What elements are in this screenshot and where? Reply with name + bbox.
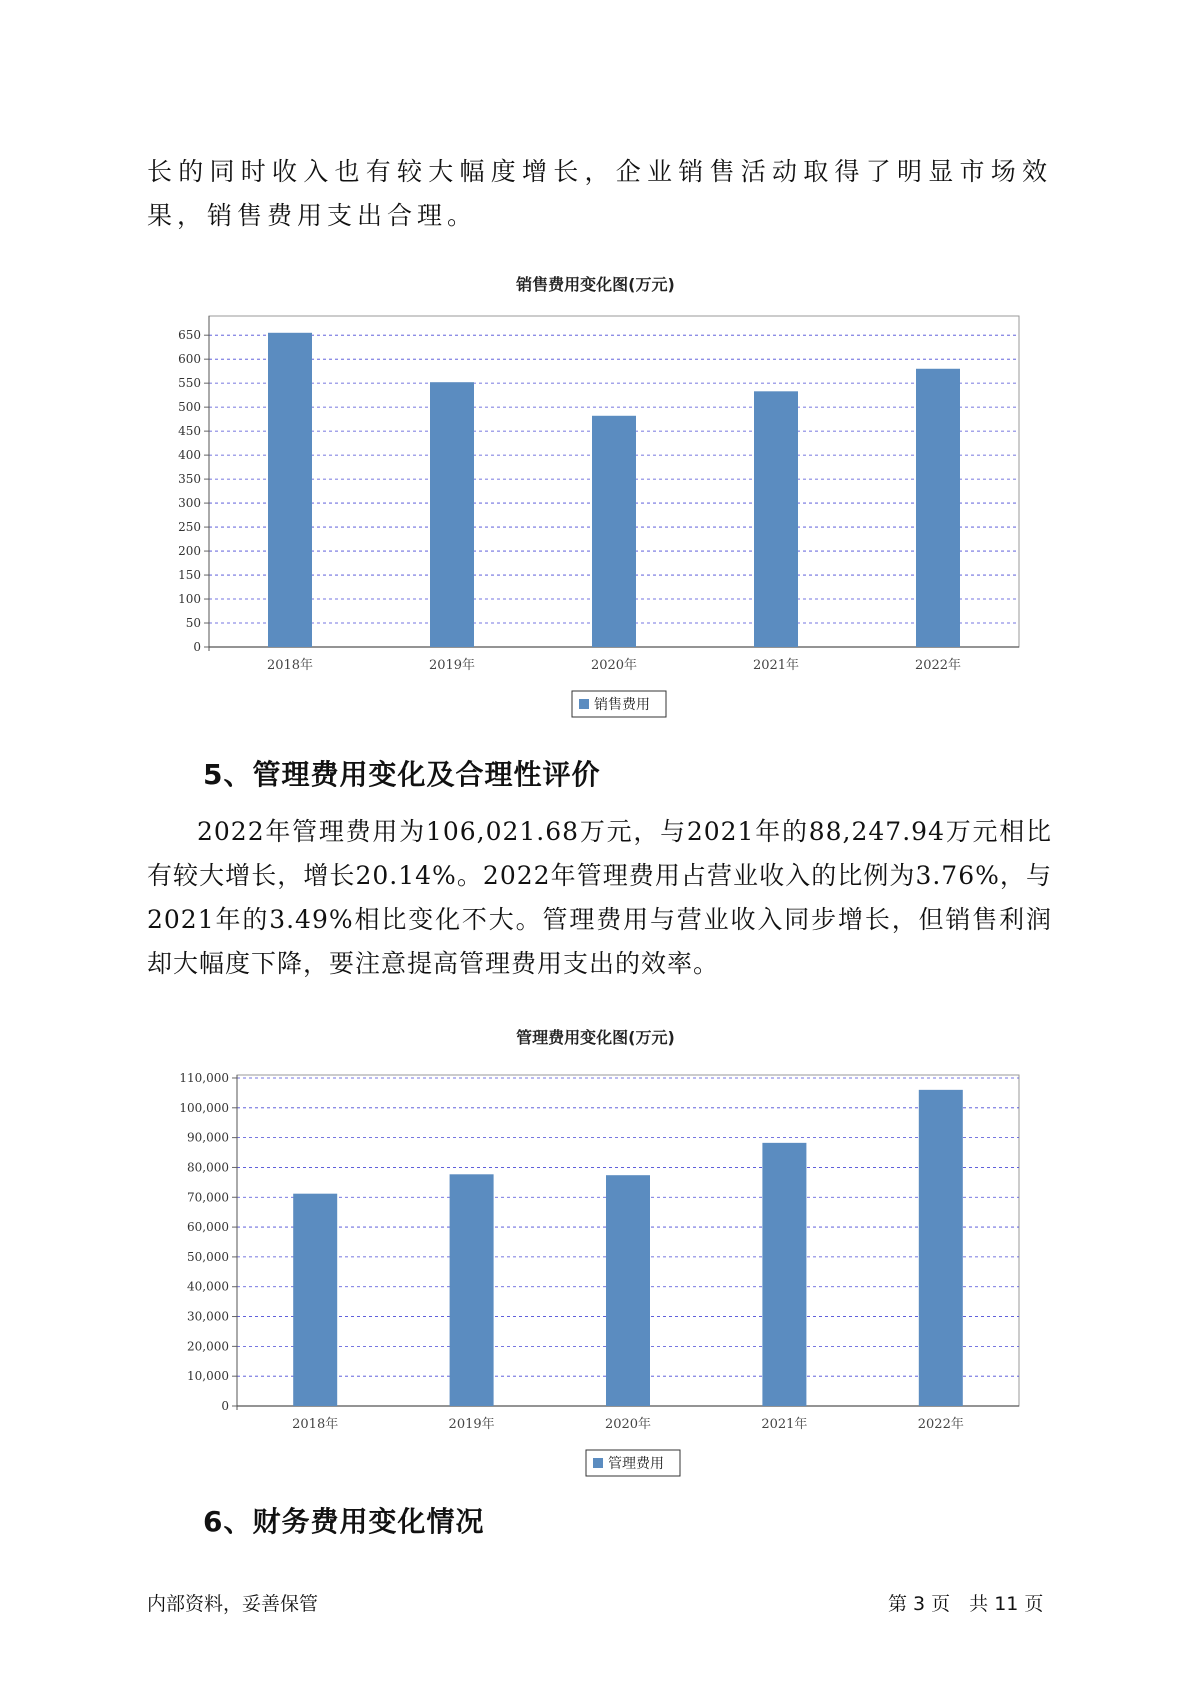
intro-paragraph: 长的同时收入也有较大幅度增长，企业销售活动取得了明显市场效果，销售费用支出合理。 [147,157,1052,230]
chart2-xtick-label: 2019年 [448,1417,495,1432]
chart2-ytick-label: 80,000 [187,1160,229,1175]
chart2-bar [606,1175,650,1406]
chart1-ytick-label: 550 [178,376,201,391]
chart1-xtick-label: 2018年 [266,658,314,673]
chart2-legend-label: 管理费用 [608,1456,664,1472]
chart1-ytick-label: 0 [193,640,201,654]
chart1-bar [754,391,798,647]
chart2-xtick-label: 2018年 [292,1417,339,1432]
chart1-xtick-label: 2022年 [914,658,962,673]
chart2-ytick-label: 70,000 [187,1190,229,1205]
chart2-xtick-label: 2020年 [604,1417,652,1432]
chart1-bar [430,382,474,647]
chart1-ytick-label: 600 [178,352,201,367]
chart2-ytick-label: 60,000 [187,1220,229,1235]
chart1-ytick-label: 100 [178,592,201,607]
chart2-ytick-label: 20,000 [187,1339,229,1354]
chart2-ytick-label: 100,000 [179,1100,229,1115]
sales-expense-chart [0,300,1191,740]
chart2-title: 管理费用变化图(万元) [516,1028,675,1047]
chart1-bar [916,369,960,647]
chart1-legend-label: 销售费用 [594,697,650,713]
section5-heading: 5、管理费用变化及合理性评价 [203,758,601,791]
chart2-bar [919,1090,963,1406]
chart1-xtick-label: 2021年 [752,658,800,673]
chart2-xtick-label: 2022年 [917,1417,964,1432]
chart1-ytick-label: 450 [178,424,201,439]
chart1-ytick-label: 500 [178,400,201,415]
chart2-ytick-label: 90,000 [187,1130,229,1145]
chart2-xtick-label: 2021年 [761,1417,808,1432]
chart1-ytick-label: 200 [178,544,201,559]
chart2-ytick-label: 50,000 [187,1249,229,1264]
chart2-ytick-label: 10,000 [187,1369,229,1384]
chart1-ytick-label: 650 [178,328,201,343]
chart1-ytick-label: 150 [178,568,201,583]
chart1-ytick-label: 50 [185,616,201,631]
section6-heading: 6、财务费用变化情况 [203,1505,485,1538]
chart1-bar [268,333,312,647]
chart2-ytick-label: 30,000 [187,1309,229,1324]
chart1-ytick-label: 350 [178,472,201,487]
chart2-ytick-label: 40,000 [187,1279,229,1294]
chart2-ytick-label: 0 [221,1399,229,1413]
chart2-bar [450,1174,494,1406]
chart2-bar [762,1143,806,1406]
chart1-bar [592,416,636,647]
chart2-bar [293,1194,337,1406]
chart1-legend [572,691,666,717]
section5-paragraph: 2022年管理费用为106,021.68万元，与2021年的88,247.94万元相比有较大增长，增长20.14%。2022年管理费用占营业收入的比例为3.76%，与2021年的3.49%相比变化不大。管理费用与营业收入同步增长，但销售利润却大幅度下降，要注意提高管理费用支出的效率。 [147,817,1052,978]
chart1-xtick-label: 2019年 [428,658,476,673]
footer-confidential: 内部资料，妥善保管 [147,1593,319,1615]
chart2-legend-swatch [593,1458,603,1468]
footer-page-number: 第 3 页 共 11 页 [888,1593,1044,1615]
chart1-legend-swatch [579,699,589,709]
chart1-xtick-label: 2020年 [590,658,638,673]
chart1-title: 销售费用变化图(万元) [516,275,675,294]
chart2-legend [586,1450,680,1476]
chart1-ytick-label: 250 [178,520,201,535]
chart2-ytick-label: 110,000 [179,1070,229,1085]
admin-expense-chart [0,1055,1191,1495]
chart1-ytick-label: 300 [178,496,201,511]
chart1-ytick-label: 400 [178,448,201,463]
